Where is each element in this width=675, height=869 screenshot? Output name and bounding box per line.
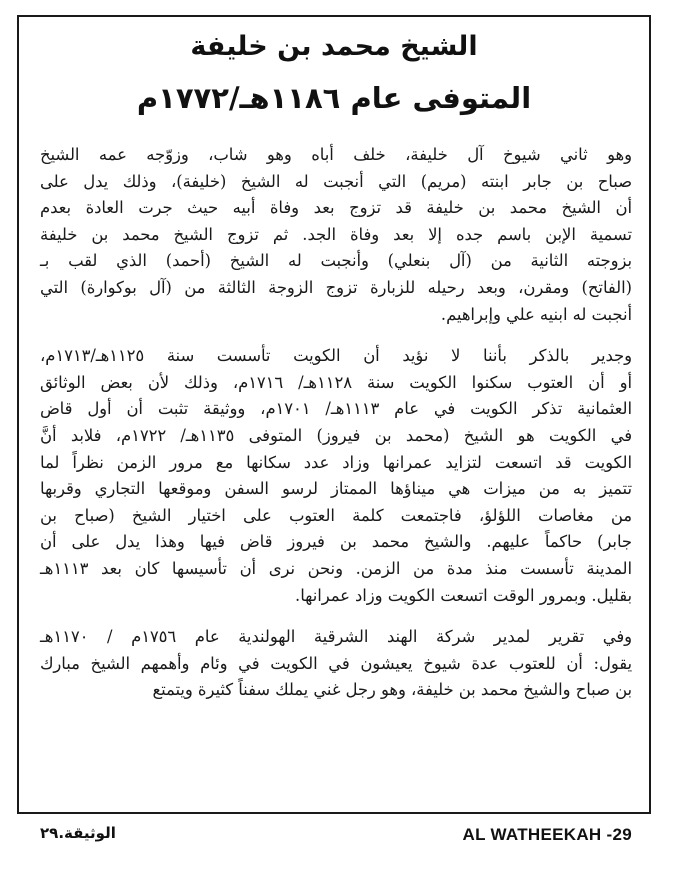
text-line: تسمية الإبن باسم جده إلا بعد وفاة الجد. ثم تزوج الشيخ محمد بن خليفة	[40, 224, 632, 244]
page-subtitle: المتوفى عام ١١٨٦هـ/١٧٧٢م	[136, 81, 532, 115]
text-line: بقليل. وبمرور الوقت اتسعت الكويت وزاد عمرانها.	[295, 585, 632, 605]
text-line: يقول: أن للعتوب عدة شيوخ يعيشون في الكويت في وئام وأهمهم الشيخ مبارك	[40, 653, 632, 673]
text-line: بزوجته الثانية من (آل بنعلي) وأنجبت له الشيخ (أحمد) الذي لقب بـ	[40, 251, 632, 271]
text-line: الكويت قد اتسعت لتزايد عمرانها وزاد عدد سكانها مع مرور الزمن نظراً لما	[40, 452, 632, 472]
journal-footer-latin: AL WATHEEKAH -29	[462, 825, 632, 844]
text-line: من مغاصات اللؤلؤ، فاجتمعت كلمة العتوب على اختيار الشيخ (صباح بن	[40, 505, 632, 525]
paragraph	[40, 624, 632, 704]
text-line: المدينة تأسست منذ مدة من الزمن. ونحن نرى أن تأسيسها كان بعد ١١١٣هـ	[40, 558, 632, 578]
text-line: أو أن العتوب سكنوا الكويت سنة ١١٢٨هـ/ ١٧١٦م، وذلك لأن بعض الوثائق	[40, 372, 632, 392]
article-body	[40, 142, 632, 704]
text-line: (الفاتح) ومقرن، وبعد رحيله للزبارة تزوج الزوجة الثالثة من (آل بوكوارة) التي	[40, 277, 632, 297]
heading	[17, 27, 651, 121]
page-title: الشيخ محمد بن خليفة	[190, 31, 478, 62]
text-line: في الكويت هو الشيخ (محمد بن فيروز) المتوفى ١١٣٥هـ/ ١٧٢٢م، فلابد أنَّ	[40, 425, 632, 445]
paragraph	[40, 142, 632, 328]
text-line: جابر) حاكماً عليهم. والشيخ محمد بن فيروز قاض فيها وهذا يدل على أن	[40, 532, 632, 552]
text-line: وهو ثاني شيوخ آل خليفة، خلف أباه وهو شاب، وزوّجه عمه الشيخ	[40, 145, 632, 164]
text-line: أنجبت له ابنيه علي وإبراهيم.	[440, 304, 632, 324]
text-line: أن الشيخ محمد بن خليفة قد تزوج بعد وفاة أبيه حيث جرت العادة بعدم	[40, 198, 632, 218]
text-line: العثمانية تذكر الكويت في عام ١١١٣هـ/ ١٧٠١م، ووثيقة تثبت أن أول قاض	[40, 399, 632, 419]
text-line: بن صباح والشيخ محمد بن خليفة، وهو رجل غني يملك سفناً كثيرة ويتمتع	[152, 680, 632, 700]
journal-footer-arabic: الوثيقة.٢٩	[40, 824, 116, 842]
paragraph	[40, 343, 632, 609]
text-line: وفي تقرير لمدير شركة الهند الشرقية الهولندية عام ١٧٥٦م / ١١٧٠هـ	[40, 627, 632, 647]
text-line: وجدير بالذكر بأننا لا نؤيد أن الكويت تأسست سنة ١١٢٥هـ/١٧١٣م،	[40, 346, 632, 366]
text-line: تتميز به من ميزات هي ميناؤها الممتاز لرسو السفن وموقعها التجاري وقربها	[40, 479, 632, 499]
text-line: صباح بن جابر ابنته (مريم) التي أنجبت له الشيخ (خليفة)، وذلك يدل على	[40, 171, 632, 191]
